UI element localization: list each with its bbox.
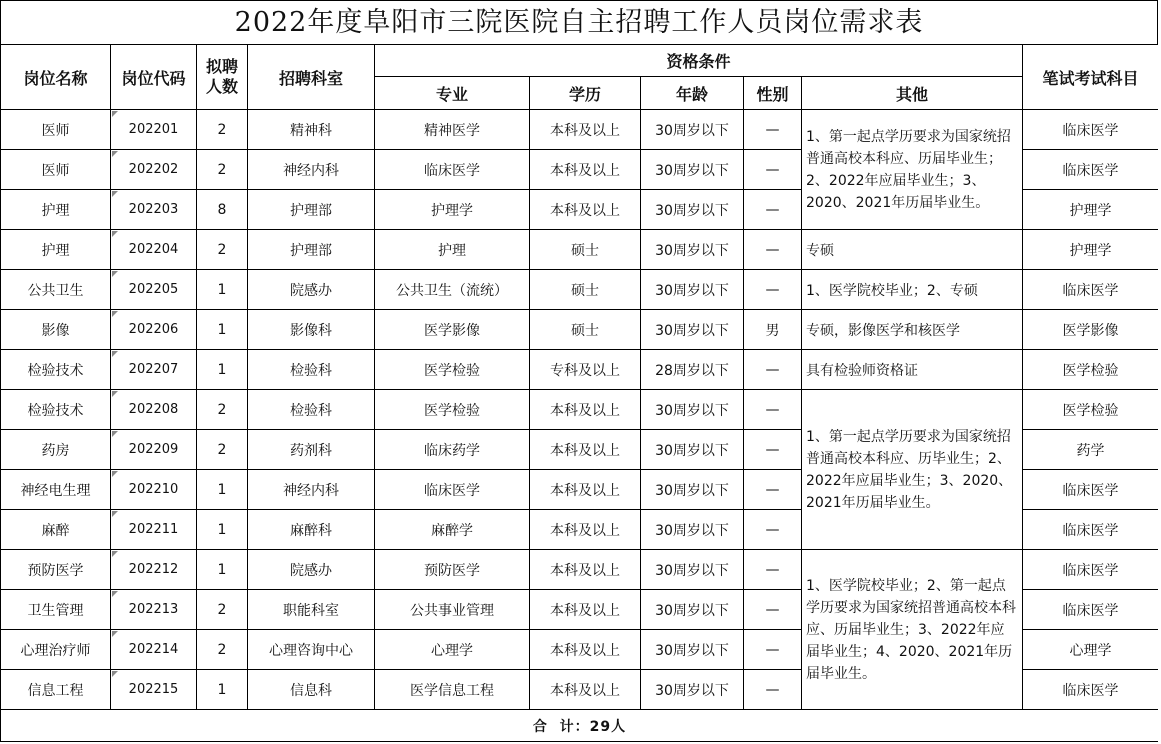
cell-gender: — [744, 630, 802, 670]
cell-education: 本科及以上 [530, 550, 641, 590]
cell-code: 202210 [111, 470, 197, 510]
cell-major: 公共卫生（流统） [375, 270, 530, 310]
cell-age: 28周岁以下 [641, 350, 744, 390]
cell-position: 预防医学 [1, 550, 111, 590]
cell-dept: 护理部 [248, 190, 375, 230]
cell-exam: 医学检验 [1023, 390, 1159, 430]
cell-dept: 麻醉科 [248, 510, 375, 550]
cell-major: 医学检验 [375, 390, 530, 430]
cell-education: 本科及以上 [530, 670, 641, 710]
cell-education: 本科及以上 [530, 590, 641, 630]
cell-position: 神经电生理 [1, 470, 111, 510]
cell-gender: — [744, 590, 802, 630]
table-row [1, 110, 1159, 150]
cell-age: 30周岁以下 [641, 510, 744, 550]
cell-major: 医学信息工程 [375, 670, 530, 710]
cell-code: 202201 [111, 110, 197, 150]
cell-position: 医师 [1, 110, 111, 150]
header-age: 年龄 [641, 77, 744, 110]
cell-code: 202212 [111, 550, 197, 590]
cell-dept: 院感办 [248, 270, 375, 310]
header-row-1 [1, 45, 1159, 77]
header-gender: 性别 [744, 77, 802, 110]
cell-dept: 院感办 [248, 550, 375, 590]
cell-age: 30周岁以下 [641, 190, 744, 230]
cell-count: 2 [197, 390, 248, 430]
header-other: 其他 [802, 77, 1023, 110]
total-cell: 合 计：29人 [1, 710, 1159, 742]
cell-other: 专硕，影像医学和核医学 [802, 310, 1023, 350]
cell-code: 202208 [111, 390, 197, 430]
cell-major: 临床医学 [375, 470, 530, 510]
cell-count: 2 [197, 630, 248, 670]
cell-count: 2 [197, 110, 248, 150]
cell-dept: 检验科 [248, 390, 375, 430]
table-row [1, 350, 1159, 390]
header-education: 学历 [530, 77, 641, 110]
cell-code: 202213 [111, 590, 197, 630]
header-exam: 笔试考试科目 [1023, 45, 1159, 110]
cell-position: 信息工程 [1, 670, 111, 710]
cell-count: 2 [197, 590, 248, 630]
cell-dept: 药剂科 [248, 430, 375, 470]
cell-major: 临床药学 [375, 430, 530, 470]
header-qualification: 资格条件 [375, 45, 1023, 77]
cell-other: 1、医学院校毕业；2、专硕 [802, 270, 1023, 310]
cell-gender: — [744, 270, 802, 310]
cell-dept: 神经内科 [248, 470, 375, 510]
cell-dept: 信息科 [248, 670, 375, 710]
cell-exam: 护理学 [1023, 190, 1159, 230]
cell-exam: 临床医学 [1023, 150, 1159, 190]
cell-code: 202206 [111, 310, 197, 350]
header-count-text: 拟聘人数 [205, 57, 238, 96]
cell-position: 护理 [1, 230, 111, 270]
header-dept: 招聘科室 [248, 45, 375, 110]
cell-exam: 临床医学 [1023, 270, 1159, 310]
cell-major: 公共事业管理 [375, 590, 530, 630]
cell-position: 影像 [1, 310, 111, 350]
cell-age: 30周岁以下 [641, 470, 744, 510]
cell-dept: 精神科 [248, 110, 375, 150]
cell-code: 202215 [111, 670, 197, 710]
cell-gender: — [744, 670, 802, 710]
cell-gender: — [744, 470, 802, 510]
cell-gender: — [744, 110, 802, 150]
cell-exam: 临床医学 [1023, 550, 1159, 590]
cell-age: 30周岁以下 [641, 310, 744, 350]
cell-code: 202207 [111, 350, 197, 390]
cell-education: 本科及以上 [530, 110, 641, 150]
table-row [1, 310, 1159, 350]
header-code: 岗位代码 [111, 45, 197, 110]
cell-education: 专科及以上 [530, 350, 641, 390]
cell-dept: 心理咨询中心 [248, 630, 375, 670]
cell-exam: 护理学 [1023, 230, 1159, 270]
cell-position: 护理 [1, 190, 111, 230]
cell-count: 8 [197, 190, 248, 230]
cell-position: 心理治疗师 [1, 630, 111, 670]
cell-count: 1 [197, 550, 248, 590]
cell-count: 1 [197, 270, 248, 310]
cell-code: 202209 [111, 430, 197, 470]
cell-education: 硕士 [530, 310, 641, 350]
cell-education: 本科及以上 [530, 390, 641, 430]
cell-education: 硕士 [530, 230, 641, 270]
header-count [197, 45, 248, 110]
cell-exam: 医学影像 [1023, 310, 1159, 350]
cell-age: 30周岁以下 [641, 670, 744, 710]
total-row [1, 710, 1159, 742]
cell-age: 30周岁以下 [641, 110, 744, 150]
cell-count: 1 [197, 670, 248, 710]
cell-education: 本科及以上 [530, 430, 641, 470]
cell-age: 30周岁以下 [641, 230, 744, 270]
cell-age: 30周岁以下 [641, 150, 744, 190]
cell-major: 护理学 [375, 190, 530, 230]
cell-code: 202203 [111, 190, 197, 230]
cell-age: 30周岁以下 [641, 390, 744, 430]
cell-major: 预防医学 [375, 550, 530, 590]
cell-age: 30周岁以下 [641, 270, 744, 310]
cell-exam: 临床医学 [1023, 670, 1159, 710]
cell-exam: 心理学 [1023, 630, 1159, 670]
cell-other: 1、第一起点学历要求为国家统招普通高校本科应、历毕业生；2、2022年应届毕业生；3、2020、2021年历届毕业生。 [802, 390, 1023, 550]
cell-gender: — [744, 350, 802, 390]
table-row [1, 550, 1159, 590]
cell-code: 202204 [111, 230, 197, 270]
table-row [1, 270, 1159, 310]
cell-education: 本科及以上 [530, 190, 641, 230]
cell-other: 专硕 [802, 230, 1023, 270]
table-row [1, 230, 1159, 270]
cell-dept: 护理部 [248, 230, 375, 270]
cell-code: 202202 [111, 150, 197, 190]
cell-code: 202211 [111, 510, 197, 550]
cell-exam: 临床医学 [1023, 110, 1159, 150]
requirements-table [0, 44, 1159, 742]
cell-other: 具有检验师资格证 [802, 350, 1023, 390]
cell-education: 硕士 [530, 270, 641, 310]
cell-education: 本科及以上 [530, 470, 641, 510]
cell-age: 30周岁以下 [641, 430, 744, 470]
cell-education: 本科及以上 [530, 510, 641, 550]
cell-position: 检验技术 [1, 350, 111, 390]
cell-major: 医学检验 [375, 350, 530, 390]
cell-age: 30周岁以下 [641, 590, 744, 630]
cell-other: 1、医学院校毕业；2、第一起点学历要求为国家统招普通高校本科应、历届毕业生；3、2022年应届毕业生；4、2020、2021年历届毕业生。 [802, 550, 1023, 710]
cell-count: 2 [197, 430, 248, 470]
cell-code: 202205 [111, 270, 197, 310]
header-major: 专业 [375, 77, 530, 110]
cell-gender: — [744, 190, 802, 230]
cell-dept: 神经内科 [248, 150, 375, 190]
header-position: 岗位名称 [1, 45, 111, 110]
cell-count: 1 [197, 350, 248, 390]
cell-age: 30周岁以下 [641, 550, 744, 590]
cell-major: 医学影像 [375, 310, 530, 350]
cell-gender: — [744, 510, 802, 550]
cell-position: 麻醉 [1, 510, 111, 550]
cell-education: 本科及以上 [530, 150, 641, 190]
cell-other: 1、第一起点学历要求为国家统招普通高校本科应、历届毕业生；2、2022年应届毕业生；3、2020、2021年历届毕业生。 [802, 110, 1023, 230]
cell-major: 护理 [375, 230, 530, 270]
cell-dept: 检验科 [248, 350, 375, 390]
cell-position: 检验技术 [1, 390, 111, 430]
cell-count: 1 [197, 510, 248, 550]
cell-major: 麻醉学 [375, 510, 530, 550]
cell-position: 药房 [1, 430, 111, 470]
cell-position: 医师 [1, 150, 111, 190]
cell-gender: 男 [744, 310, 802, 350]
cell-position: 卫生管理 [1, 590, 111, 630]
table-row [1, 390, 1159, 430]
cell-exam: 临床医学 [1023, 470, 1159, 510]
cell-position: 公共卫生 [1, 270, 111, 310]
sheet-title: 2022年度阜阳市三院医院自主招聘工作人员岗位需求表 [0, 0, 1158, 44]
cell-code: 202214 [111, 630, 197, 670]
cell-gender: — [744, 230, 802, 270]
cell-education: 本科及以上 [530, 630, 641, 670]
cell-exam: 医学检验 [1023, 350, 1159, 390]
cell-count: 1 [197, 470, 248, 510]
cell-gender: — [744, 550, 802, 590]
cell-count: 1 [197, 310, 248, 350]
cell-exam: 药学 [1023, 430, 1159, 470]
cell-major: 心理学 [375, 630, 530, 670]
cell-age: 30周岁以下 [641, 630, 744, 670]
cell-gender: — [744, 150, 802, 190]
cell-exam: 临床医学 [1023, 510, 1159, 550]
cell-dept: 影像科 [248, 310, 375, 350]
cell-dept: 职能科室 [248, 590, 375, 630]
cell-gender: — [744, 430, 802, 470]
cell-major: 精神医学 [375, 110, 530, 150]
cell-gender: — [744, 390, 802, 430]
cell-count: 2 [197, 150, 248, 190]
cell-major: 临床医学 [375, 150, 530, 190]
cell-exam: 临床医学 [1023, 590, 1159, 630]
cell-count: 2 [197, 230, 248, 270]
